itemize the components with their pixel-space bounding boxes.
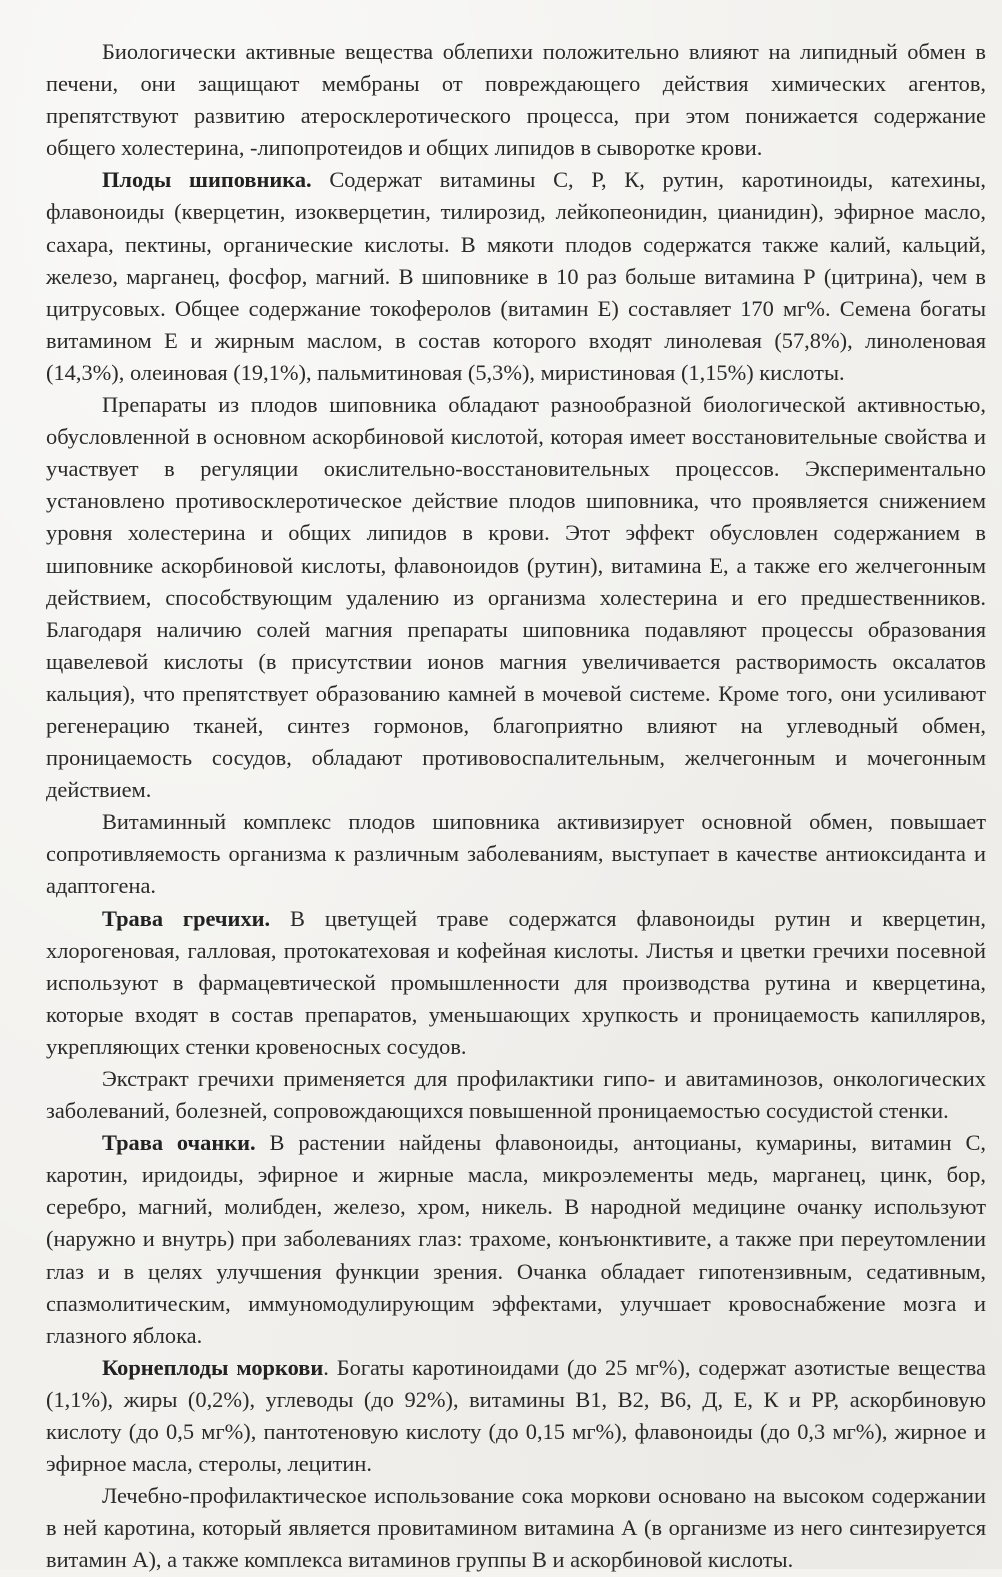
paragraph-buckwheat-extract [46, 1063, 986, 1127]
paragraph-text: . Богаты каротиноидами (до 25 мг%), содержат азотистые вещества (1,1%), жиры (0,2%), углеводы (до 92%), витамины В1, В2, В6, Д, Е, К и РР, аскорбиновую кислоту (до 0,5 мг%), пантотеновую кислоту (до 0,15 мг%), флавоноиды (до 0,3 мг%), жирное и эфирное масла, стеролы, лецитин. [46, 1354, 986, 1477]
document-body [46, 36, 986, 1577]
paragraph-text: Препараты из плодов шиповника обладают разнообразной биологической активностью, обусловленной в основном аскорбиновой кислотой, которая имеет восстановительные свойства и участвует в регуляции окислительно-восстановительных процессов. Экспериментально установлено противосклеротическое действие плодов шиповника, что проявляется снижением уровня холестерина и общих липидов в крови. Этот эффект обусловлен содержанием в шиповнике аскорбиновой кислоты, флавоноидов (рутин), витамина Е, а также его желчегонным действием, способствующим удалению из организма холестерина и его предшественников. Благодаря наличию солей магния препараты шиповника подавляют процессы образования щавелевой кислоты (в присутствии ионов магния увеличивается растворимость оксалатов кальция), что препятствует образованию камней в мочевой системе. Кроме того, они усиливают регенерацию тканей, синтез гормонов, благоприятно влияют на углеводный обмен, проницаемость сосудов, обладают противовоспалительным, желчегонным и мочегонным действием. [46, 392, 986, 803]
paragraph-rosehip-vitamins [46, 806, 986, 902]
paragraph-carrot [46, 1352, 986, 1480]
section-heading-carrot: Корнеплоды моркови [102, 1354, 324, 1380]
paragraph-buckwheat [46, 903, 986, 1063]
paragraph-text: В цветущей траве содержатся флавоноиды рутин и кверцетин, хлорогеновая, галловая, протокатеховая и кофейная кислоты. Листья и цветки гречихи посевной используют в фармацевтической промышленности для производства рутина и кверцетина, которые входят в состав препаратов, уменьшающих хрупкость и проницаемость капилляров, укрепляющих стенки кровеносных сосудов. [46, 905, 986, 1059]
paragraph-text: Витаминный комплекс плодов шиповника активизирует основной обмен, повышает сопротивляемость организма к различным заболеваниям, выступает в качестве антиоксиданта и адаптогена. [46, 809, 986, 899]
paragraph-text: Лечебно-профилактическое использование сока моркови основано на высоком содержании в ней каротина, который является провитамином витамина А (в организме из него синтезируется витамин А), а также комплекса витаминов группы В и аскорбиновой кислоты. [46, 1483, 986, 1573]
section-heading-eyebright: Трава очанки. [102, 1130, 256, 1156]
section-heading-rosehip: Плоды шиповника. [102, 167, 312, 193]
paragraph-eyebright [46, 1127, 986, 1352]
paragraph-sea-buckthorn [46, 36, 986, 164]
paragraph-text: Биологически активные вещества облепихи положительно влияют на липидный обмен в печени, они защищают мембраны от повреждающего действия химических агентов, препятствуют развитию атеросклеротического процесса, при этом понижается содержание общего холестерина, -липопротеидов и общих липидов в сыворотке крови. [46, 39, 986, 161]
section-heading-buckwheat: Трава гречихи. [102, 905, 271, 931]
paragraph-rosehip-preparations [46, 389, 986, 806]
paragraph-text: Содержат витамины С, Р, К, рутин, каротиноиды, катехины, флавоноиды (кверцетин, изокверцетин, тилирозид, лейкопеонидин, цианидин), эфирное масло, сахара, пектины, органические кислоты. В мякоти плодов содержатся также калий, кальций, железо, марганец, фосфор, магний. В шиповнике в 10 раз больше витамина Р (цитрина), чем в цитрусовых. Общее содержание токоферолов (витамин Е) составляет 170 мг%. Семена богаты витамином Е и жирным маслом, в состав которого входят линолевая (57,8%), линоленовая (14,3%), олеиновая (19,1%), пальмитиновая (5,3%), миристиновая (1,15%) кислоты. [46, 167, 986, 385]
paragraph-carrot-juice [46, 1480, 986, 1576]
paragraph-rosehip [46, 164, 986, 389]
paragraph-text: В растении найдены флавоноиды, антоцианы, кумарины, витамин С, каротин, иридоиды, эфирное и жирные масла, микроэлементы медь, марганец, цинк, бор, серебро, магний, молибден, железо, хром, никель. В народной медицине очанку используют (наружно и внутрь) при заболеваниях глаз: трахоме, конъюнктивите, а также при переутомлении глаз и в целях улучшения функции зрения. Очанка обладает гипотензивным, седативным, спазмолитическим, иммуномодулирующим эффектами, улучшает кровоснабжение мозга и глазного яблока. [46, 1130, 987, 1348]
paragraph-text: Экстракт гречихи применяется для профилактики гипо- и авитаминозов, онкологических заболеваний, болезней, сопровождающихся повышенной проницаемостью сосудистой стенки. [46, 1066, 986, 1124]
